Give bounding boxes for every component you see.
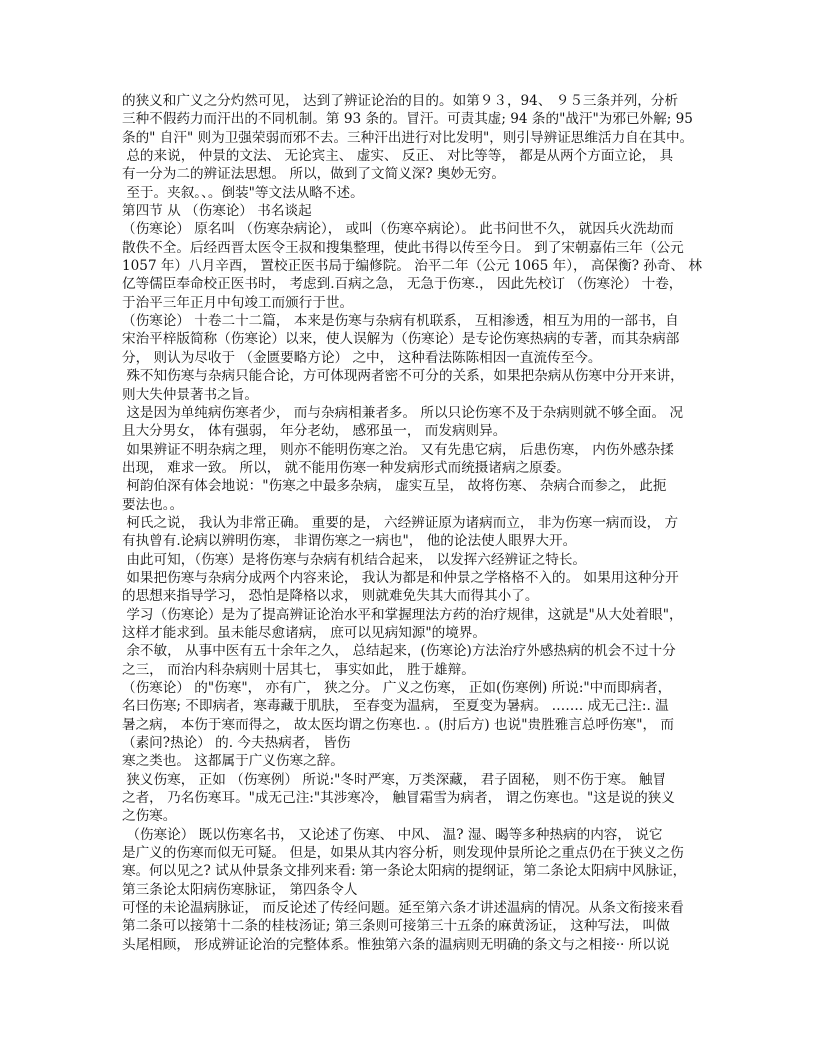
text-line: 之三， 而治内科杂病则十居其七， 事实如此， 胜于雄辩。 (122, 661, 475, 678)
text-line: （伤寒论） 的"伤寒"， 亦有广， 狭之分。 广义之伤寒， 正如(伤寒例) 所说:"中而即病者， (122, 680, 672, 696)
text-line: 柯韵伯深有体会地说："伤寒之中最多杂病， 虚实互呈， 故将伤寒、 杂病合而参之， 此扼 (122, 478, 667, 495)
text-line: 狭义伤寒， 正如 （伤寒例） 所说:"冬时严寒，万类深藏， 君子固秘， 则不伤于寒。 触冒 (122, 771, 667, 788)
document-body (122, 92, 702, 954)
text-line: 则大失仲景著书之旨。 (122, 386, 258, 403)
text-line: 条的" 自汗" 则为卫强荣弱而邪不去。三种汗出进行对比发明"，则引导辨证思维活力自在其中。 (122, 129, 694, 146)
text-line: 宋治平梓版简称（伤寒论）以来，使人误解为（伤寒论）是专论伤寒热病的专著，而其杂病部 (122, 331, 680, 348)
text-line: 暑之病， 本伤于寒而得之， 故太医均谓之伤寒也. 。(肘后方) 也说"贵胜雅言总呼伤寒"， 而 (122, 716, 675, 733)
text-line: 柯氏之说， 我认为非常正确。 重要的是， 六经辨证原为诸病而立， 非为伤寒一病而设， 方 (122, 514, 679, 531)
text-line: 寒。何以见之? 试从仲景条文排列来看: 第一条论太阳病的提纲证，第二条论太阳病中风脉证， (122, 863, 687, 880)
text-line: （伤寒论） 既以伤寒名书， 又论述了伤寒、 中风、 温? 湿、暍等多种热病的内容， 说它 (122, 826, 663, 843)
text-line: 寒之类也。 这都属于广义伤寒之辞。 (122, 753, 344, 770)
text-line: （素问?热论） 的. 今夫热病者， 皆伤 (122, 735, 351, 752)
text-line: 殊不知伤寒与杂病只能合论，方可体现两者密不可分的关系，如果把杂病从伤寒中分开来讲， (122, 368, 684, 385)
text-line: 第二条可以接第十二条的桂枝汤证; 第三条则可接第三十五条的麻黄汤证， 这种写法， 叫做 (122, 918, 670, 935)
text-line: 总的来说， 仲景的文法、 无论宾主、 虚实、 反正、 对比等等， 都是从两个方面立论， 具 (122, 148, 674, 165)
text-line: 至于。夹叙。、。倒装"等文法从略不述。 (122, 184, 364, 201)
text-line: 如果把伤寒与杂病分成两个内容来论， 我认为都是和仲景之学格格不入的。 如果用这种分开 (122, 569, 679, 586)
text-line: （伤寒论） 十卷二十二篇， 本来是伤寒与杂病有机联系， 互相渗透，相互为用的一部书，自 (122, 313, 679, 330)
text-line: 学习（伤寒论）是为了提高辨证论治水平和掌握理法方药的治疗规律，这就是"从大处着眼"， (122, 606, 683, 623)
text-line: 之伤寒。 (122, 808, 177, 825)
text-line: （伤寒论） 原名叫 （伤寒杂病论）， 或叫（伤寒卒病论）。 此书问世不久， 就因兵火洗劫而 (122, 221, 674, 238)
text-line: 第三条论太阳病伤寒脉证， 第四条令人 (122, 881, 358, 898)
text-line: 分， 则认为尽收于 （金匮要略方论） 之中， 这种看法陈陈相因一直流传至今。 (122, 349, 602, 366)
text-line: 头尾相顾， 形成辨证论治的完整体系。惟独第六条的温病则无明确的条文与之相接·· 所以说 (122, 936, 670, 953)
section-heading: 第四节 从 （伤寒论） 书名谈起 (122, 203, 312, 220)
text-line: 的思想来指导学习， 恐怕是降格以求， 则就难免失其大而得其小了。 (122, 588, 539, 605)
text-line: 这是因为单纯病伤寒者少， 而与杂病相兼者多。 所以只论伤寒不及于杂病则就不够全面。 况 (122, 404, 684, 421)
text-line: 这样才能求到。虽未能尽愈诸病， 庶可以见病知源"的境界。 (122, 624, 487, 641)
text-line: 由此可知，（伤寒）是将伤寒与杂病有机结合起来， 以发挥六经辨证之特长。 (122, 551, 587, 568)
text-line: 可怪的未论温病脉证， 而反论述了传经问题。延至第六条才讲述温病的情况。从条文衔接来看 (122, 900, 684, 917)
text-line: 有一分为二的辨证法思想。 所以，做到了文简义深? 奥妙无穷。 (122, 166, 505, 183)
text-line: 散佚不全。后经西晋太医令王叔和搜集整理，使此书得以传至今日。 到了宋朝嘉佑三年（公元 (122, 239, 684, 256)
text-line: 的狭义和广义之分灼然可见， 达到了辨证论治的目的。如第９３，94、 ９５三条并列，分析 (122, 93, 679, 109)
text-line: 如果辨证不明杂病之理， 则亦不能明伤寒之治。 又有先患它病， 后患伤寒， 内伤外感杂揉 (122, 441, 674, 458)
text-line: 出现， 难求一致。 所以， 就不能用伤寒一种发病形式而统摄诸病之原委。 (122, 459, 570, 476)
text-line: 有执曾有.论病以辨明伤寒， 非谓伤寒之一病也"， 他的论法使人眼界大开。 (122, 533, 577, 550)
text-line: 名曰伤寒; 不即病者，寒毒藏于肌肤， 至春变为温病， 至夏变为暑病。 ……. 成无己注:. 温 (122, 698, 669, 715)
text-line: 是广义的伤寒而似无可疑。 但是，如果从其内容分析，则发现仲景所论之重点仍在于狭义之伤 (122, 845, 684, 862)
text-line: 要法也。。 (122, 496, 184, 513)
text-line: 1057 年）八月辛酉， 置校正医书局于编修院。 治平二年（公元 1065 年）， 高保衡? 孙奇、 林 (122, 258, 703, 275)
text-line: 余不敏， 从事中医有五十余年之久， 总结起来，(伤寒论)方法治疗外感热病的机会不过十分 (122, 643, 676, 660)
text-line: 且大分男女， 体有强弱， 年分老幼， 感邪虽一， 而发病则异。 (122, 423, 507, 440)
text-line: 三种不假药力而汗出的不同机制。第 93 条的。冒汗。可责其虚; 94 条的"战汗"为邪已外解; 95 (122, 111, 693, 128)
text-line: 之者， 乃名伤寒耳。"成无己注:"其涉寒冷， 触冒霜雪为病者， 谓之伤寒也。"这是说的狭义 (122, 790, 675, 807)
text-line: 于治平三年正月中旬竣工而颁行于世。 (122, 294, 354, 311)
text-line: 亿等儒臣奉命校正医书时， 考虑到.百病之急， 无急于伤寒.， 因此先校订 （伤寒沦） 十卷， (122, 276, 683, 293)
